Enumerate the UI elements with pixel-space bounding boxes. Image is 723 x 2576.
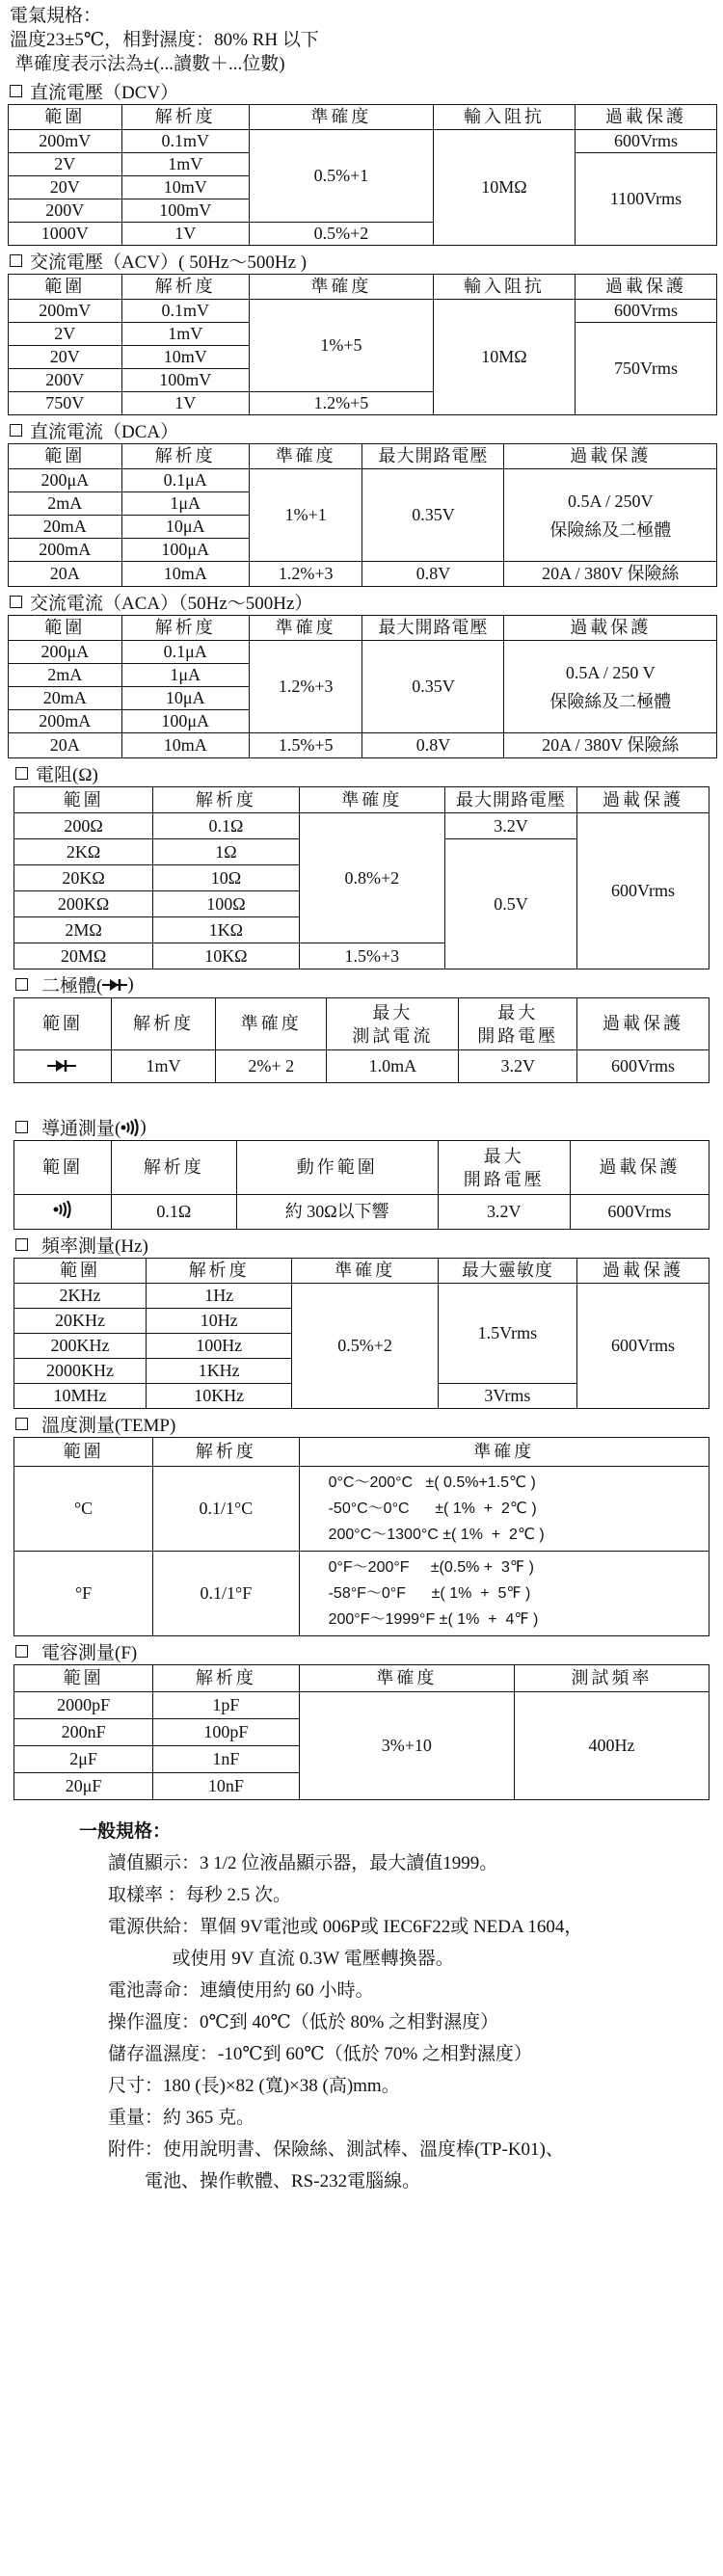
cell-overload: 600Vrms [575, 130, 716, 153]
header-range: 範圍 [14, 787, 153, 813]
cell-range: 20V [9, 346, 122, 369]
cell-overload: 1100Vrms [575, 153, 716, 246]
header-accuracy: 準確度 [249, 275, 433, 300]
cell-resolution: 0.1Ω [153, 813, 299, 839]
cell-range: 20A [9, 733, 122, 758]
sound-wave-icon [120, 1117, 140, 1138]
header-resolution: 解析度 [153, 1665, 299, 1692]
header-resolution: 解析度 [111, 1141, 236, 1195]
cell-test-current: 1.0mA [327, 1050, 459, 1083]
header-line: 最大 [372, 1002, 414, 1022]
header-overload: 過載保護 [570, 1141, 709, 1195]
section-title-end: ) [127, 973, 134, 995]
cell-resolution: 1Hz [146, 1284, 291, 1309]
header-range: 範圍 [14, 1141, 112, 1195]
header-overload: 過載保護 [575, 105, 716, 130]
checkbox-icon [10, 85, 22, 97]
cell-resolution: 10mV [121, 346, 249, 369]
general-heading: 一般規格： [79, 1821, 172, 1842]
cell-voltage: 0.8V [362, 733, 504, 758]
header-impedance: 輸入阻抗 [433, 105, 575, 130]
cell-resolution: 0.1mV [121, 300, 249, 323]
section-title: 直流電壓（DCV） [30, 83, 179, 103]
spec-line: 重量：約 365 克。 [108, 2108, 255, 2128]
checkbox-icon [10, 254, 22, 267]
header-resolution: 解析度 [121, 444, 249, 469]
header-line: 開路電壓 [477, 1025, 559, 1046]
header-accuracy: 準確度 [249, 444, 362, 469]
cell-accuracy [299, 1467, 709, 1552]
header-resolution: 解析度 [121, 275, 249, 300]
cell-overload: 600Vrms [576, 813, 709, 969]
cell-voltage: 3.2V [445, 813, 577, 839]
diode-table [13, 997, 710, 1083]
header-overload: 過載保護 [576, 787, 709, 813]
intro [0, 0, 723, 76]
cell-resolution: 10KΩ [153, 943, 299, 969]
cell-range: 2mA [9, 492, 122, 516]
cell-resolution: 100mV [121, 199, 249, 223]
cell-resolution: 1mV [111, 1050, 215, 1083]
header-accuracy: 準確度 [299, 1665, 515, 1692]
resistance-table [13, 786, 710, 969]
header-overload: 過載保護 [575, 275, 716, 300]
section-title: 二極體( [41, 976, 103, 996]
temperature-table [13, 1437, 710, 1636]
header-resolution: 解析度 [121, 105, 249, 130]
cell-accuracy: 1.2%+3 [249, 562, 362, 587]
cell-range: 2V [9, 153, 122, 176]
cell-overload: 20A / 380V 保險絲 [504, 562, 717, 587]
section-dca [8, 417, 717, 587]
header-voltage: 最大開路電壓 [362, 444, 504, 469]
intro-accuracy-note: 準確度表示法為±(...讀數＋...位數) [15, 54, 285, 74]
aca-table [8, 615, 717, 758]
header-resolution: 解析度 [121, 616, 249, 641]
cell-range: 20MΩ [14, 943, 153, 969]
checkbox-icon [10, 596, 22, 608]
cell-resolution: 1mV [121, 153, 249, 176]
cell-overload: 600Vrms [576, 1284, 709, 1409]
header-action-range: 動作範圍 [236, 1141, 438, 1195]
header-accuracy: 準確度 [216, 998, 327, 1050]
cell-range: 200V [9, 199, 122, 223]
intro-conditions: 溫度23±5℃，相對濕度：80% RH 以下 [10, 30, 319, 50]
cell-range: 20mA [9, 687, 122, 710]
header-resolution: 解析度 [146, 1259, 291, 1284]
checkbox-icon [15, 1121, 28, 1133]
cell-range: 200mV [9, 300, 122, 323]
cell-range: 2KHz [14, 1284, 147, 1309]
checkbox-icon [15, 1238, 28, 1251]
cell-voltage: 0.35V [362, 469, 504, 562]
capacitance-table [13, 1664, 710, 1800]
header-resolution: 解析度 [153, 1438, 299, 1467]
dca-table [8, 443, 717, 587]
header-accuracy: 準確度 [249, 616, 362, 641]
checkbox-icon [15, 1645, 28, 1658]
cell-accuracy: 0.5%+2 [249, 223, 433, 246]
cell-resolution: 10KHz [146, 1384, 291, 1409]
header-voltage: 最大開路電壓 [445, 787, 577, 813]
cell-resolution: 1μA [121, 664, 249, 687]
cell-overload [504, 641, 717, 733]
cell-resolution: 1Ω [153, 839, 299, 865]
header-overload: 過載保護 [576, 998, 709, 1050]
cell-resolution: 10mA [121, 733, 249, 758]
diode-icon [102, 974, 127, 996]
cell-range: 200V [9, 369, 122, 392]
spec-line: 電源供給：單個 9V電池或 006P或 IEC6F22或 NEDA 1604， [108, 1917, 583, 1937]
cell-range: °C [14, 1467, 153, 1552]
dcv-table [8, 104, 717, 246]
cell-overload: 20A / 380V 保險絲 [504, 733, 717, 758]
cell-accuracy: 0.8%+2 [299, 813, 444, 943]
section-title: 導通測量( [41, 1119, 121, 1139]
header-range: 範圍 [9, 105, 122, 130]
section-title: 交流電流（ACA）（50Hz～500Hz） [30, 594, 313, 614]
diode-icon [47, 1060, 78, 1072]
cell-resolution: 100μA [121, 539, 249, 562]
cell-resolution: 10mV [121, 176, 249, 199]
cell-accuracy: 0.5%+2 [292, 1284, 438, 1409]
cell-resolution: 100Hz [146, 1334, 291, 1359]
header-overload: 過載保護 [504, 444, 717, 469]
cell-overload: 600Vrms [570, 1195, 709, 1230]
cell-range: 10MHz [14, 1384, 147, 1409]
header-line: 開路電壓 [463, 1169, 545, 1189]
cell-range: 20mA [9, 516, 122, 539]
cell-resolution: 0.1μA [121, 469, 249, 492]
spec-line: 電池、操作軟體、RS-232電腦線。 [108, 2171, 421, 2191]
header-range: 範圍 [14, 1438, 153, 1467]
checkbox-icon [15, 767, 28, 780]
section-title: 交流電壓（ACV）( 50Hz～500Hz ) [30, 252, 308, 273]
cell-resolution: 1pF [153, 1692, 299, 1719]
cell-voltage: 0.8V [362, 562, 504, 587]
cell-range: 2V [9, 323, 122, 346]
cell-accuracy: 0.5%+1 [249, 130, 433, 223]
acv-table [8, 274, 717, 415]
accuracy-line: 0°C～200°C ±( 0.5%+1.5℃ ) [328, 1474, 536, 1491]
cell-resolution: 0.1/1°C [153, 1467, 299, 1552]
cell-resolution: 100mV [121, 369, 249, 392]
frequency-table [13, 1258, 710, 1409]
cell-resolution: 100Ω [153, 891, 299, 917]
header-test-frequency: 測試頻率 [515, 1665, 710, 1692]
checkbox-icon [15, 978, 28, 991]
cell-sensitivity: 3Vrms [438, 1384, 576, 1409]
cell-range: 200mA [9, 710, 122, 733]
cell-accuracy: 1%+5 [249, 300, 433, 392]
section-title: 電阻(Ω) [36, 765, 98, 785]
cell-range: 2000KHz [14, 1359, 147, 1384]
cell-accuracy: 1.2%+5 [249, 392, 433, 415]
overload-note: 保險絲及二極體 [549, 691, 672, 711]
cell-resolution: 0.1Ω [111, 1195, 236, 1230]
cell-range: 200nF [14, 1719, 153, 1746]
section-capacitance [13, 1638, 710, 1800]
section-title: 頻率測量(Hz) [41, 1236, 148, 1257]
cell-resolution: 10μA [121, 687, 249, 710]
cell-overload: 600Vrms [576, 1050, 709, 1083]
header-sensitivity: 最大靈敏度 [438, 1259, 576, 1284]
header-resolution: 解析度 [111, 998, 215, 1050]
accuracy-line: 200°C～1300°C ±( 1% + 2℃ ) [328, 1527, 545, 1543]
section-temperature [13, 1411, 710, 1636]
cell-action-range: 約 30Ω以下響 [236, 1195, 438, 1230]
spec-line: 尺寸：180 (長)×82 (寬)×38 (高)mm。 [108, 2076, 400, 2096]
section-aca [8, 589, 717, 758]
cell-voltage: 3.2V [459, 1050, 577, 1083]
section-continuity [13, 1114, 710, 1230]
section-title: 溫度測量(TEMP) [41, 1416, 176, 1436]
cell-range [14, 1195, 112, 1230]
cell-range: 200KHz [14, 1334, 147, 1359]
cell-resolution: 1V [121, 223, 249, 246]
spec-line: 或使用 9V 直流 0.3W 電壓轉換器。 [108, 1949, 454, 1969]
cell-resolution: 0.1μA [121, 641, 249, 664]
cell-resolution: 1mV [121, 323, 249, 346]
header-voltage [438, 1141, 570, 1195]
cell-overload [504, 469, 717, 562]
header-voltage [459, 998, 577, 1050]
cell-voltage: 0.35V [362, 641, 504, 733]
header-range: 範圍 [9, 616, 122, 641]
header-accuracy: 準確度 [249, 105, 433, 130]
header-overload: 過載保護 [504, 616, 717, 641]
section-title: 直流電流（DCA） [30, 422, 179, 442]
section-resistance [13, 760, 710, 969]
cell-range [14, 1050, 112, 1083]
cell-resolution: 10μA [121, 516, 249, 539]
header-line: 最大 [483, 1146, 524, 1166]
header-test-current [327, 998, 459, 1050]
header-voltage: 最大開路電壓 [362, 616, 504, 641]
section-title: 電容測量(F) [41, 1643, 138, 1663]
section-acv [8, 248, 717, 415]
header-accuracy: 準確度 [299, 1438, 709, 1467]
accuracy-line: -58°F～0°F ±( 1% + 5℉ ) [328, 1585, 531, 1602]
accuracy-line: 0°F～200°F ±(0.5% + 3℉ ) [328, 1559, 534, 1576]
cell-range: 200KΩ [14, 891, 153, 917]
cell-impedance: 10MΩ [433, 300, 575, 415]
section-title-end: ) [140, 1116, 147, 1137]
cell-range: 2000pF [14, 1692, 153, 1719]
cell-resolution: 10Ω [153, 865, 299, 891]
header-range: 範圍 [9, 444, 122, 469]
cell-accuracy: 1.5%+5 [249, 733, 362, 758]
cell-resolution: 10mA [121, 562, 249, 587]
header-range: 範圍 [9, 275, 122, 300]
cell-range: 2mA [9, 664, 122, 687]
spec-line: 操作溫度：0℃到 40℃（低於 80% 之相對濕度） [108, 2012, 499, 2032]
cell-test-frequency: 400Hz [515, 1692, 710, 1800]
cell-range: 200mV [9, 130, 122, 153]
intro-heading: 電氣規格： [10, 6, 102, 26]
cell-voltage: 0.5V [445, 839, 577, 969]
cell-resolution: 1nF [153, 1746, 299, 1773]
overload-rating: 0.5A / 250V [567, 491, 654, 511]
cell-range: 1000V [9, 223, 122, 246]
overload-note: 保險絲及二極體 [549, 519, 672, 540]
continuity-table [13, 1140, 710, 1230]
cell-range: °F [14, 1552, 153, 1636]
cell-range: 20KΩ [14, 865, 153, 891]
cell-accuracy: 1.5%+3 [299, 943, 444, 969]
cell-sensitivity: 1.5Vrms [438, 1284, 576, 1384]
cell-accuracy [299, 1552, 709, 1636]
header-range: 範圍 [14, 998, 112, 1050]
cell-range: 2MΩ [14, 917, 153, 943]
cell-range: 20A [9, 562, 122, 587]
sound-wave-icon [52, 1201, 73, 1218]
header-accuracy: 準確度 [292, 1259, 438, 1284]
cell-resolution: 100pF [153, 1719, 299, 1746]
section-dcv [8, 78, 717, 246]
cell-resolution: 0.1mV [121, 130, 249, 153]
cell-accuracy: 2%+ 2 [216, 1050, 327, 1083]
header-line: 測試電流 [352, 1025, 434, 1046]
cell-range: 200μA [9, 469, 122, 492]
cell-range: 200mA [9, 539, 122, 562]
cell-range: 750V [9, 392, 122, 415]
cell-resolution: 0.1/1°F [153, 1552, 299, 1636]
accuracy-line: 200°F～1999°F ±( 1% + 4℉ ) [328, 1611, 539, 1628]
header-accuracy: 準確度 [299, 787, 444, 813]
header-line: 最大 [497, 1002, 539, 1022]
cell-range: 20KHz [14, 1309, 147, 1334]
cell-resolution: 10Hz [146, 1309, 291, 1334]
cell-accuracy: 1.2%+3 [249, 641, 362, 733]
header-impedance: 輸入阻抗 [433, 275, 575, 300]
spec-line: 附件：使用說明書、保險絲、測試棒、溫度棒(TP-K01)、 [108, 2139, 564, 2160]
header-range: 範圍 [14, 1259, 147, 1284]
checkbox-icon [15, 1418, 28, 1430]
cell-range: 200Ω [14, 813, 153, 839]
cell-resolution: 1μA [121, 492, 249, 516]
header-range: 範圍 [14, 1665, 153, 1692]
cell-voltage: 3.2V [438, 1195, 570, 1230]
spec-line: 取樣率 ：每秒 2.5 次。 [108, 1885, 292, 1905]
cell-resolution: 10nF [153, 1773, 299, 1800]
cell-resolution: 100μA [121, 710, 249, 733]
header-overload: 過載保護 [576, 1259, 709, 1284]
cell-overload: 600Vrms [575, 300, 716, 323]
cell-impedance: 10MΩ [433, 130, 575, 246]
spec-line: 讀值顯示：3 1/2 位液晶顯示器，最大讀值1999。 [108, 1853, 498, 1873]
section-frequency [13, 1232, 710, 1409]
cell-range: 20V [9, 176, 122, 199]
spec-line: 儲存溫濕度：-10℃到 60℃（低於 70% 之相對濕度） [108, 2044, 532, 2064]
cell-resolution: 1V [121, 392, 249, 415]
cell-overload: 750Vrms [575, 323, 716, 415]
cell-range: 2μF [14, 1746, 153, 1773]
cell-range: 200μA [9, 641, 122, 664]
cell-accuracy: 1%+1 [249, 469, 362, 562]
cell-accuracy: 3%+10 [299, 1692, 515, 1800]
accuracy-line: -50°C～0°C ±( 1% + 2℃ ) [328, 1500, 537, 1517]
cell-resolution: 1KΩ [153, 917, 299, 943]
overload-rating: 0.5A / 250 V [565, 662, 656, 682]
cell-resolution: 1KHz [146, 1359, 291, 1384]
section-diode [13, 971, 710, 1083]
cell-range: 2KΩ [14, 839, 153, 865]
checkbox-icon [10, 424, 22, 437]
general-specs [79, 1816, 723, 2197]
header-resolution: 解析度 [153, 787, 299, 813]
cell-range: 20μF [14, 1773, 153, 1800]
spec-line: 電池壽命：連續使用約 60 小時。 [108, 1980, 374, 2001]
